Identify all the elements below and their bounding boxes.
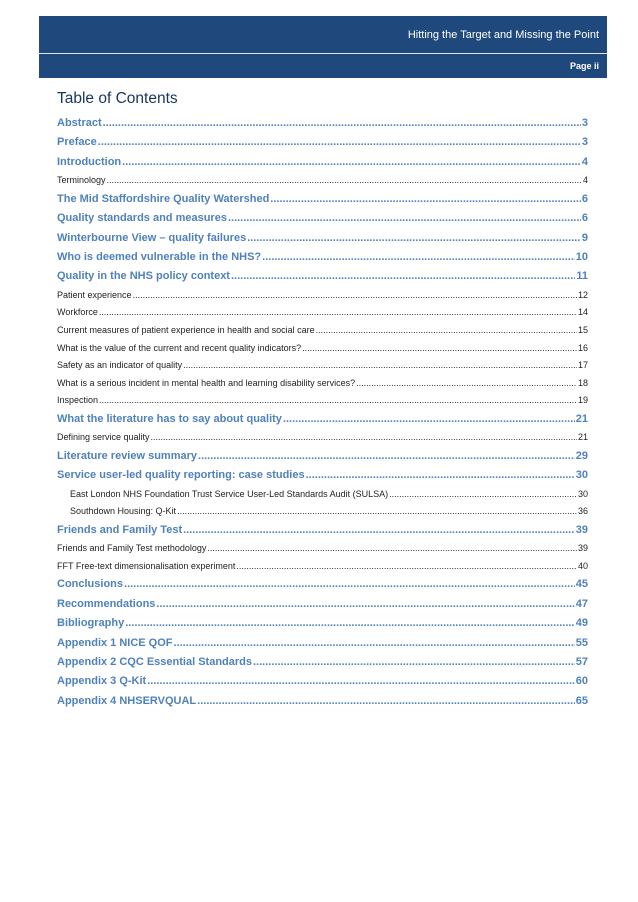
- toc-entry[interactable]: [57, 543, 588, 561]
- toc-entry-title: Patient experience: [57, 289, 132, 300]
- toc-dot-leader: [247, 232, 581, 244]
- toc-entry-page: 40: [577, 560, 588, 571]
- toc-entry-page: 4: [582, 175, 588, 186]
- toc-entry-title: Who is deemed vulnerable in the NHS?: [57, 250, 262, 263]
- toc-entry-page: 6: [581, 192, 588, 205]
- toc-entry-title: Workforce: [57, 307, 98, 318]
- header-divider: [39, 53, 607, 54]
- toc-dot-leader: [389, 489, 577, 499]
- toc-dot-leader: [124, 578, 575, 590]
- toc-entry-title: Appendix 2 CQC Essential Standards: [57, 655, 252, 668]
- toc-entry-title: Safety as an indicator of quality: [57, 360, 183, 371]
- toc-dot-leader: [236, 561, 577, 571]
- toc-entry[interactable]: [57, 117, 588, 136]
- toc-entry-title: East London NHS Foundation Trust Service User-Led Standards Audit (SULSA): [70, 488, 389, 499]
- toc-entry[interactable]: [57, 251, 588, 270]
- toc-entry[interactable]: [57, 290, 588, 308]
- toc-dot-leader: [262, 251, 575, 263]
- toc-dot-leader: [107, 175, 582, 185]
- toc-entry-title: Introduction: [57, 155, 122, 168]
- toc-entry-page: 16: [577, 342, 588, 353]
- toc-dot-leader: [283, 413, 575, 425]
- toc-entry-page: 29: [575, 449, 588, 462]
- toc-entry-title: What is a serious incident in mental health and learning disability services?: [57, 377, 356, 388]
- toc-entry-title: Conclusions: [57, 578, 124, 591]
- toc-dot-leader: [270, 193, 581, 205]
- toc-entry-page: 15: [577, 324, 588, 335]
- toc-entry[interactable]: [57, 232, 588, 251]
- toc-entry[interactable]: [57, 695, 588, 714]
- toc-entry[interactable]: [57, 656, 588, 675]
- toc-dot-leader: [231, 270, 575, 282]
- toc-entry[interactable]: [57, 469, 588, 488]
- toc-dot-leader: [99, 307, 577, 317]
- toc-entry[interactable]: [57, 156, 588, 175]
- toc-dot-leader: [228, 212, 581, 224]
- toc-entry-title: Defining service quality: [57, 432, 150, 443]
- toc-entry-page: 21: [575, 412, 588, 425]
- toc-entry-title: Friends and Family Test: [57, 523, 183, 536]
- toc-entry-title: Literature review summary: [57, 449, 198, 462]
- toc-dot-leader: [122, 156, 581, 168]
- toc-entry-page: 30: [577, 488, 588, 499]
- toc-entry[interactable]: [57, 637, 588, 656]
- toc-entry-title: Abstract: [57, 117, 102, 129]
- toc-entry-page: 3: [581, 136, 588, 149]
- toc-entry-page: 30: [575, 469, 588, 482]
- toc-entry-page: 9: [581, 231, 588, 244]
- toc-heading: Table of Contents: [57, 90, 178, 107]
- toc-dot-leader: [356, 378, 577, 388]
- toc-entry[interactable]: [57, 136, 588, 155]
- toc-entry-page: 18: [577, 377, 588, 388]
- toc-entry[interactable]: [57, 270, 588, 289]
- toc-dot-leader: [183, 524, 575, 536]
- page-number: Page ii: [569, 61, 599, 71]
- toc-entry-page: 10: [575, 250, 588, 263]
- toc-entry-page: 60: [575, 675, 588, 688]
- toc-dot-leader: [147, 675, 575, 687]
- toc-entry-page: 11: [576, 270, 588, 283]
- toc-entry-page: 14: [577, 307, 588, 318]
- toc-entry[interactable]: [57, 675, 588, 694]
- running-header-title: Hitting the Target and Missing the Point: [407, 29, 599, 41]
- toc-entry-page: 55: [575, 636, 588, 649]
- toc-entry[interactable]: [57, 343, 588, 361]
- toc-entry-title: Appendix 3 Q-Kit: [57, 675, 147, 688]
- toc-entry[interactable]: [57, 598, 588, 617]
- toc-entry-page: 39: [577, 543, 588, 554]
- toc-entry[interactable]: [57, 212, 588, 231]
- toc-dot-leader: [207, 543, 577, 553]
- toc-entry[interactable]: [57, 360, 588, 378]
- toc-entry-title: Appendix 1 NICE QOF: [57, 636, 173, 649]
- toc-dot-leader: [156, 598, 574, 610]
- toc-entry-page: 6: [581, 212, 588, 225]
- toc-dot-leader: [133, 290, 577, 300]
- toc-dot-leader: [316, 325, 577, 335]
- toc-dot-leader: [302, 343, 577, 353]
- toc-entry[interactable]: [57, 395, 588, 413]
- toc-entry-page: 21: [577, 432, 588, 443]
- toc-entry-title: What the literature has to say about quality: [57, 412, 282, 425]
- toc-entry[interactable]: [57, 524, 588, 543]
- toc-entry-page: 47: [575, 597, 588, 610]
- table-of-contents: [57, 117, 588, 714]
- toc-entry-page: 36: [577, 506, 588, 517]
- toc-entry-title: What is the value of the current and recent quality indicators?: [57, 342, 302, 353]
- toc-dot-leader: [306, 469, 575, 481]
- toc-entry[interactable]: [57, 193, 588, 212]
- toc-entry-page: 65: [575, 694, 588, 707]
- toc-entry-title: Preface: [57, 136, 97, 149]
- toc-dot-leader: [103, 117, 581, 129]
- toc-entry[interactable]: [57, 506, 588, 524]
- toc-dot-leader: [151, 432, 577, 442]
- toc-entry[interactable]: [57, 175, 588, 193]
- toc-entry[interactable]: [57, 413, 588, 432]
- toc-entry-title: Recommendations: [57, 597, 156, 610]
- toc-entry[interactable]: [57, 378, 588, 396]
- toc-entry[interactable]: [57, 578, 588, 597]
- toc-dot-leader: [197, 695, 575, 707]
- toc-entry[interactable]: [57, 561, 588, 579]
- toc-entry-page: 57: [575, 655, 588, 668]
- toc-entry-title: Inspection: [57, 395, 99, 406]
- toc-entry-page: 17: [577, 360, 588, 371]
- toc-entry-title: Current measures of patient experience in health and social care: [57, 324, 315, 335]
- toc-entry[interactable]: [57, 307, 588, 325]
- toc-entry[interactable]: [57, 617, 588, 636]
- toc-entry[interactable]: [57, 489, 588, 507]
- toc-dot-leader: [125, 617, 575, 629]
- toc-entry-page: 3: [581, 117, 588, 129]
- toc-entry-title: Quality standards and measures: [57, 212, 227, 225]
- toc-entry-title: Southdown Housing: Q-Kit: [70, 506, 177, 517]
- toc-entry[interactable]: [57, 432, 588, 450]
- toc-entry-page: 49: [575, 617, 588, 630]
- toc-entry-page: 45: [575, 578, 588, 591]
- toc-entry[interactable]: [57, 325, 588, 343]
- toc-entry-title: Terminology: [57, 175, 106, 186]
- toc-dot-leader: [198, 450, 575, 462]
- toc-entry-title: FFT Free-text dimensionalisation experiment: [57, 560, 236, 571]
- toc-dot-leader: [253, 656, 575, 668]
- toc-entry-title: Friends and Family Test methodology: [57, 543, 207, 554]
- toc-entry-title: Service user-led quality reporting: case studies: [57, 469, 305, 482]
- toc-entry-page: 12: [577, 289, 588, 300]
- toc-entry-title: Quality in the NHS policy context: [57, 270, 230, 283]
- toc-entry-title: Bibliography: [57, 617, 125, 630]
- page-header: [39, 16, 607, 78]
- toc-dot-leader: [98, 136, 581, 148]
- toc-entry-title: The Mid Staffordshire Quality Watershed: [57, 192, 270, 205]
- toc-dot-leader: [174, 637, 575, 649]
- toc-entry[interactable]: [57, 450, 588, 469]
- toc-dot-leader: [177, 506, 577, 516]
- toc-dot-leader: [99, 395, 577, 405]
- toc-dot-leader: [183, 360, 577, 370]
- toc-entry-page: 19: [577, 395, 588, 406]
- toc-entry-page: 4: [581, 155, 588, 168]
- toc-entry-title: Winterbourne View – quality failures: [57, 231, 247, 244]
- toc-entry-page: 39: [575, 523, 588, 536]
- toc-entry-title: Appendix 4 NHSERVQUAL: [57, 694, 197, 707]
